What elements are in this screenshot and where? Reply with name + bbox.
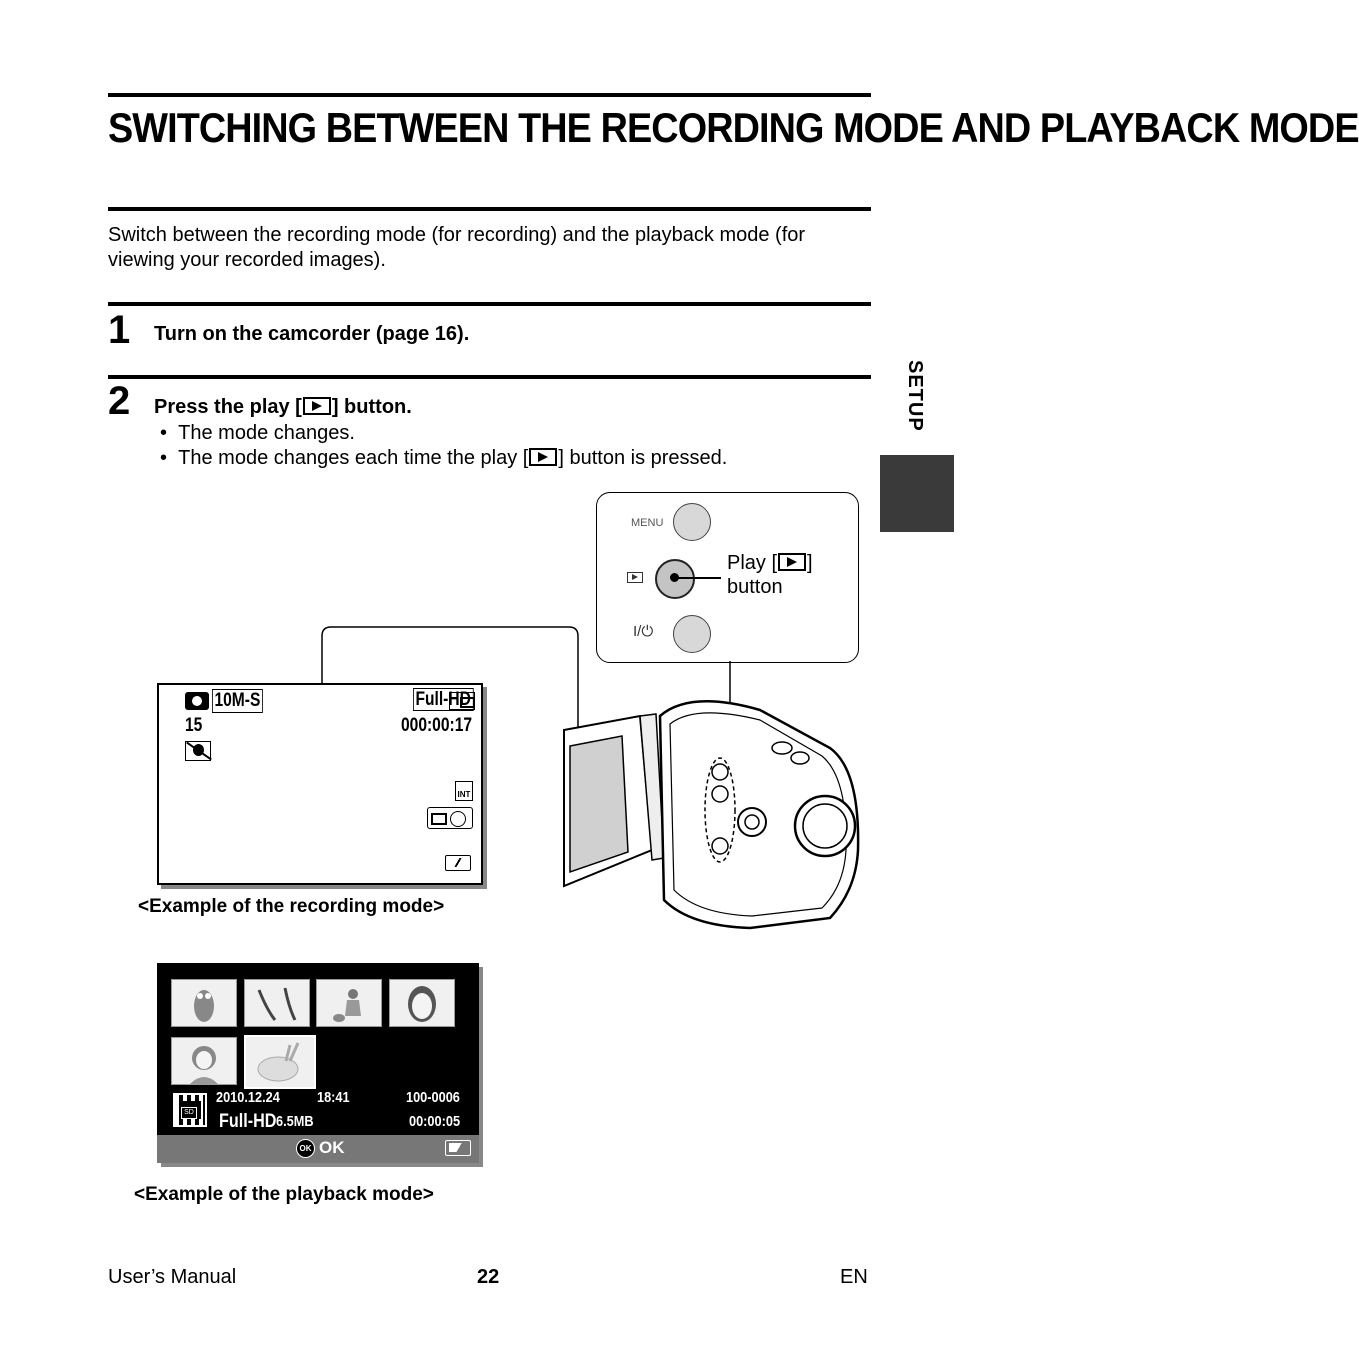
- thumbnail-birds: [244, 979, 310, 1027]
- playback-mode-screen: [157, 963, 479, 1163]
- bullet-dot: •: [160, 447, 168, 469]
- thumbnail-owl: [171, 979, 237, 1027]
- step-2-number: 2: [108, 379, 131, 423]
- playback-format: Full-HD: [219, 1111, 277, 1132]
- thumbnail-rabbit-selected: [244, 1035, 316, 1089]
- bullet-text-after: ] button is pressed.: [558, 447, 728, 469]
- step-1-number: 1: [108, 308, 131, 352]
- photo-mode-label: 10M-S: [212, 689, 263, 713]
- power-label: I/⏻: [633, 623, 654, 640]
- face-detect-icon: [185, 741, 211, 761]
- thumbnail-woman-2: [171, 1037, 237, 1085]
- battery-icon: [445, 855, 471, 871]
- internal-memory-icon: INT: [455, 781, 473, 801]
- play-label-after: ]: [807, 552, 813, 574]
- play-label-before: Play [: [727, 552, 778, 574]
- playback-duration: 00:00:05: [409, 1113, 461, 1130]
- page-title: SWITCHING BETWEEN THE RECORDING MODE AND PLAYBACK MODE: [108, 104, 1359, 151]
- playback-date: 2010.12.24: [216, 1089, 280, 1106]
- playback-bottom-bar: [157, 1135, 479, 1163]
- playback-file-number: 100-0006: [406, 1089, 460, 1106]
- footer-manual-label: User’s Manual: [108, 1266, 237, 1288]
- bullet-dot: •: [160, 422, 168, 444]
- bullet-text-before: The mode changes each time the play [: [178, 447, 529, 469]
- playback-mode-caption: <Example of the playback mode>: [134, 1184, 434, 1205]
- time-remaining: 000:00:17: [401, 715, 473, 736]
- footer-page-number: 22: [477, 1266, 500, 1288]
- video-mode-label: Full-HD: [413, 689, 473, 711]
- camera-icon: [185, 692, 209, 710]
- thumbnail-girl-dog: [316, 979, 382, 1027]
- ok-icon: OK: [296, 1139, 315, 1158]
- step-2-text-before: Press the play [: [154, 396, 302, 418]
- playback-file-size: 6.5MB: [276, 1113, 314, 1130]
- step-2-text-after: ] button.: [331, 396, 412, 418]
- thumbnail-woman: [389, 979, 455, 1027]
- battery-icon: [445, 1140, 471, 1156]
- menu-label: MENU: [631, 517, 664, 529]
- camcorder-illustration: [560, 690, 864, 930]
- bullet-text: The mode changes.: [178, 422, 355, 444]
- recording-mode-screen: [157, 683, 483, 885]
- step-1-text: Turn on the camcorder (page 16).: [154, 323, 470, 345]
- intro-paragraph: Switch between the recording mode (for recording) and the playback mode (for viewing your recorded images).: [108, 224, 806, 271]
- playback-time: 18:41: [317, 1089, 350, 1106]
- footer-language: EN: [840, 1266, 868, 1288]
- recording-mode-caption: <Example of the recording mode>: [138, 896, 445, 917]
- ok-label: OK: [319, 1138, 345, 1157]
- movie-file-icon: SD: [173, 1093, 207, 1127]
- section-tab-label: SETUP: [904, 360, 926, 432]
- video-camera-icon: [449, 692, 475, 710]
- stabilizer-icon: [427, 807, 473, 829]
- play-label-line2: button: [727, 576, 783, 598]
- shots-remaining: 15: [185, 715, 203, 736]
